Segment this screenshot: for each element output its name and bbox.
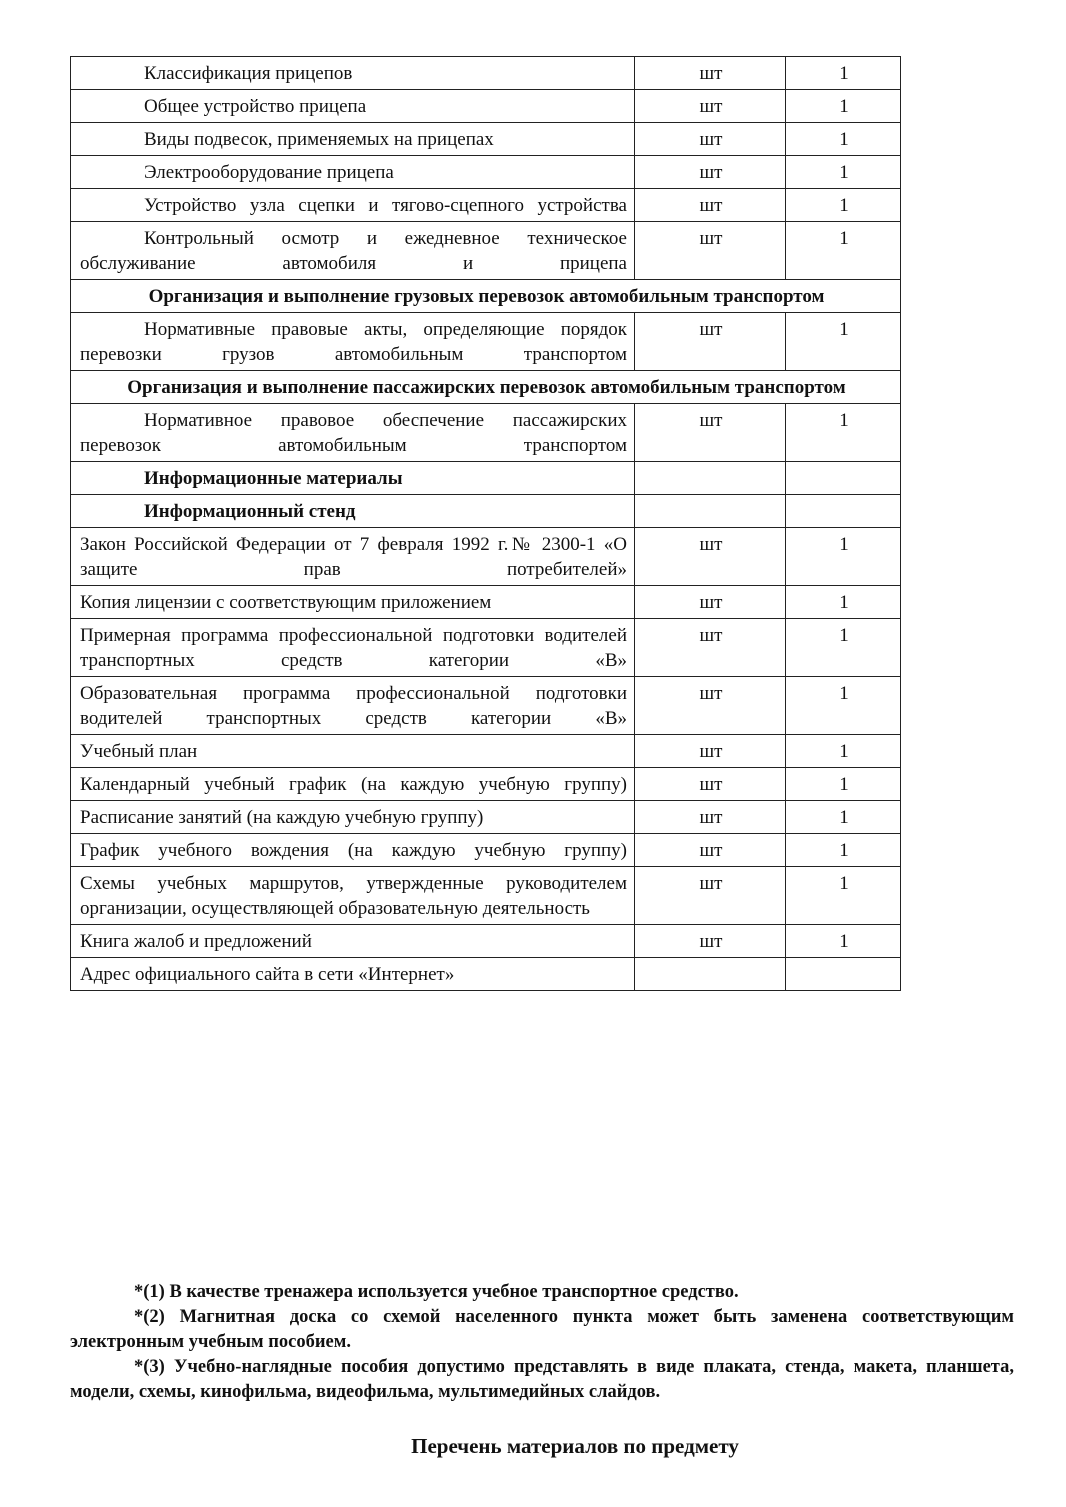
unit-cell: шт	[635, 677, 786, 735]
table-row	[71, 404, 901, 462]
unit-cell: шт	[635, 156, 786, 189]
item-name-cell: Устройство узла сцепки и тягово-сцепного устройства	[71, 189, 635, 222]
item-name-cell: График учебного вождения (на каждую учебную группу)	[71, 834, 635, 867]
unit-cell: шт	[635, 528, 786, 586]
item-name-cell: Расписание занятий (на каждую учебную группу)	[71, 801, 635, 834]
subheading-cell: Информационные материалы	[71, 462, 635, 495]
footnotes	[70, 1280, 1014, 1405]
section-title: Организация и выполнение грузовых перевозок автомобильным транспортом	[71, 280, 901, 313]
quantity-cell: 1	[786, 90, 901, 123]
section-row	[71, 371, 901, 404]
quantity-cell: 1	[786, 834, 901, 867]
table-row	[71, 735, 901, 768]
quantity-cell: 1	[786, 619, 901, 677]
quantity-cell: 1	[786, 222, 901, 280]
section-heading: Перечень материалов по предмету	[411, 1434, 739, 1458]
quantity-cell: 1	[786, 57, 901, 90]
item-name-cell: Учебный план	[71, 735, 635, 768]
unit-cell: шт	[635, 619, 786, 677]
quantity-cell: 1	[786, 313, 901, 371]
unit-cell: шт	[635, 57, 786, 90]
footnote-2: *(2) Магнитная доска со схемой населенного пункта может быть заменена соответствующим электронным учебным пособием.	[70, 1307, 1014, 1352]
unit-cell	[635, 462, 786, 495]
item-name-cell: Виды подвесок, применяемых на прицепах	[71, 123, 635, 156]
unit-cell	[635, 495, 786, 528]
footnote-1: *(1) В качестве тренажера используется учебное транспортное средство.	[134, 1282, 739, 1302]
item-name-cell: Закон Российской Федерации от 7 февраля 1992 г.№ 2300-1 «О защите прав потребителей»	[71, 528, 635, 586]
table-row	[71, 222, 901, 280]
materials-table-body	[71, 57, 901, 991]
quantity-cell	[786, 495, 901, 528]
quantity-cell: 1	[786, 586, 901, 619]
unit-cell: шт	[635, 404, 786, 462]
table-row	[71, 834, 901, 867]
item-name-cell: Нормативные правовые акты, определяющие порядок перевозки грузов автомобильным транспортом	[71, 313, 635, 371]
unit-cell: шт	[635, 768, 786, 801]
section-row	[71, 280, 901, 313]
quantity-cell	[786, 958, 901, 991]
unit-cell: шт	[635, 313, 786, 371]
item-name-cell: Электрооборудование прицепа	[71, 156, 635, 189]
item-name-cell: Классификация прицепов	[71, 57, 635, 90]
table-row	[71, 619, 901, 677]
materials-table	[70, 56, 901, 991]
section-title: Организация и выполнение пассажирских перевозок автомобильным транспортом	[71, 371, 901, 404]
item-name-cell: Примерная программа профессиональной подготовки водителей транспортных средств категории «В»	[71, 619, 635, 677]
table-row	[71, 925, 901, 958]
footnote-3: *(3) Учебно-наглядные пособия допустимо представлять в виде плаката, стенда, макета, планшета, модели, схемы, кинофильма, видеофильма, мультимедийных слайдов.	[70, 1357, 1014, 1402]
table-row	[71, 90, 901, 123]
table-row	[71, 677, 901, 735]
quantity-cell: 1	[786, 677, 901, 735]
unit-cell	[635, 958, 786, 991]
item-name-cell: Общее устройство прицепа	[71, 90, 635, 123]
quantity-cell: 1	[786, 189, 901, 222]
item-name-cell: Адрес официального сайта в сети «Интернет»	[71, 958, 635, 991]
item-name-cell: Образовательная программа профессиональной подготовки водителей транспортных средств категории «В»	[71, 677, 635, 735]
table-row	[71, 462, 901, 495]
unit-cell: шт	[635, 123, 786, 156]
table-row	[71, 958, 901, 991]
unit-cell: шт	[635, 90, 786, 123]
unit-cell: шт	[635, 867, 786, 925]
quantity-cell: 1	[786, 156, 901, 189]
table-row	[71, 156, 901, 189]
quantity-cell: 1	[786, 768, 901, 801]
quantity-cell: 1	[786, 123, 901, 156]
quantity-cell: 1	[786, 528, 901, 586]
quantity-cell: 1	[786, 735, 901, 768]
item-name-cell: Книга жалоб и предложений	[71, 925, 635, 958]
unit-cell: шт	[635, 735, 786, 768]
item-name-cell: Нормативное правовое обеспечение пассажирских перевозок автомобильным транспортом	[71, 404, 635, 462]
table-row	[71, 189, 901, 222]
item-name-cell: Схемы учебных маршрутов, утвержденные руководителем организации, осуществляющей образовательную деятельность	[71, 867, 635, 925]
quantity-cell	[786, 462, 901, 495]
table-row	[71, 495, 901, 528]
table-row	[71, 528, 901, 586]
item-name-cell: Контрольный осмотр и ежедневное техническое обслуживание автомобиля и прицепа	[71, 222, 635, 280]
item-name-cell: Календарный учебный график (на каждую учебную группу)	[71, 768, 635, 801]
table-row	[71, 123, 901, 156]
unit-cell: шт	[635, 925, 786, 958]
table-row	[71, 867, 901, 925]
unit-cell: шт	[635, 189, 786, 222]
unit-cell: шт	[635, 222, 786, 280]
table-row	[71, 57, 901, 90]
quantity-cell: 1	[786, 404, 901, 462]
table-row	[71, 801, 901, 834]
quantity-cell: 1	[786, 867, 901, 925]
unit-cell: шт	[635, 834, 786, 867]
quantity-cell: 1	[786, 925, 901, 958]
unit-cell: шт	[635, 586, 786, 619]
unit-cell: шт	[635, 801, 786, 834]
subheading-cell: Информационный стенд	[71, 495, 635, 528]
item-name-cell: Копия лицензии с соответствующим приложением	[71, 586, 635, 619]
quantity-cell: 1	[786, 801, 901, 834]
table-row	[71, 313, 901, 371]
table-row	[71, 586, 901, 619]
table-row	[71, 768, 901, 801]
